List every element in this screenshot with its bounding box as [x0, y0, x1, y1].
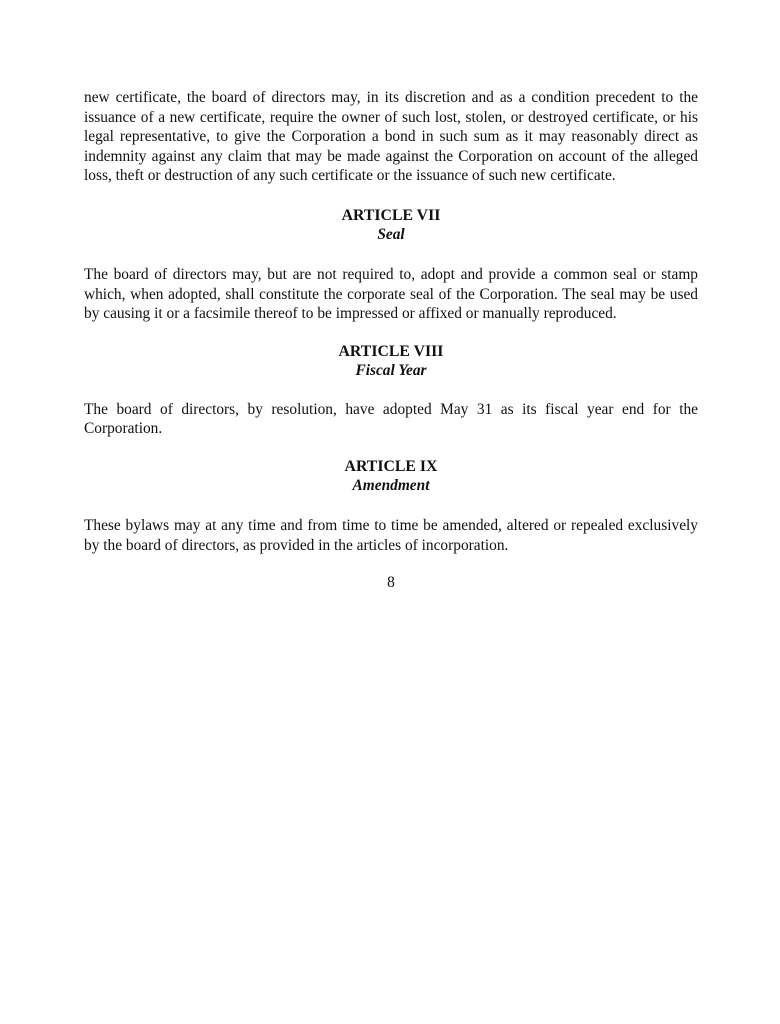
page-number: 8	[387, 574, 395, 592]
page-content	[84, 88, 698, 592]
article-ix-body: These bylaws may at any time and from time to time be amended, altered or repealed exclusively by the board of directors, as provided in the articles of incorporation.	[84, 516, 698, 554]
article-subtitle: Fiscal Year	[355, 361, 427, 379]
intro-paragraph: new certificate, the board of directors may, in its discretion and as a condition precedent to the issuance of a new certificate, require the owner of such lost, stolen, or destroyed certificate, or his legal representative, to give the Corporation a bond in such sum as it may reasonably direct as indemnity against any claim that may be made against the Corporation on account of the alleged loss, theft or destruction of any such certificate or the issuance of such new certificate.	[84, 89, 698, 185]
article-vii-body: The board of directors may, but are not required to, adopt and provide a common seal or stamp which, when adopted, shall constitute the corporate seal of the Corporation. The seal may be used by causing it or a facsimile thereof to be impressed or affixed or manually reproduced.	[84, 265, 698, 323]
article-subtitle: Amendment	[352, 476, 430, 494]
article-viii-heading	[84, 342, 698, 380]
article-title: ARTICLE VIII	[338, 342, 444, 360]
article-ix-heading	[84, 457, 698, 495]
article-vii-heading	[84, 206, 698, 244]
article-title: ARTICLE IX	[344, 457, 438, 475]
article-title: ARTICLE VII	[341, 206, 441, 224]
article-viii-body: The board of directors, by resolution, have adopted May 31 as its fiscal year end for the Corporation.	[84, 400, 698, 438]
article-subtitle: Seal	[377, 225, 405, 243]
